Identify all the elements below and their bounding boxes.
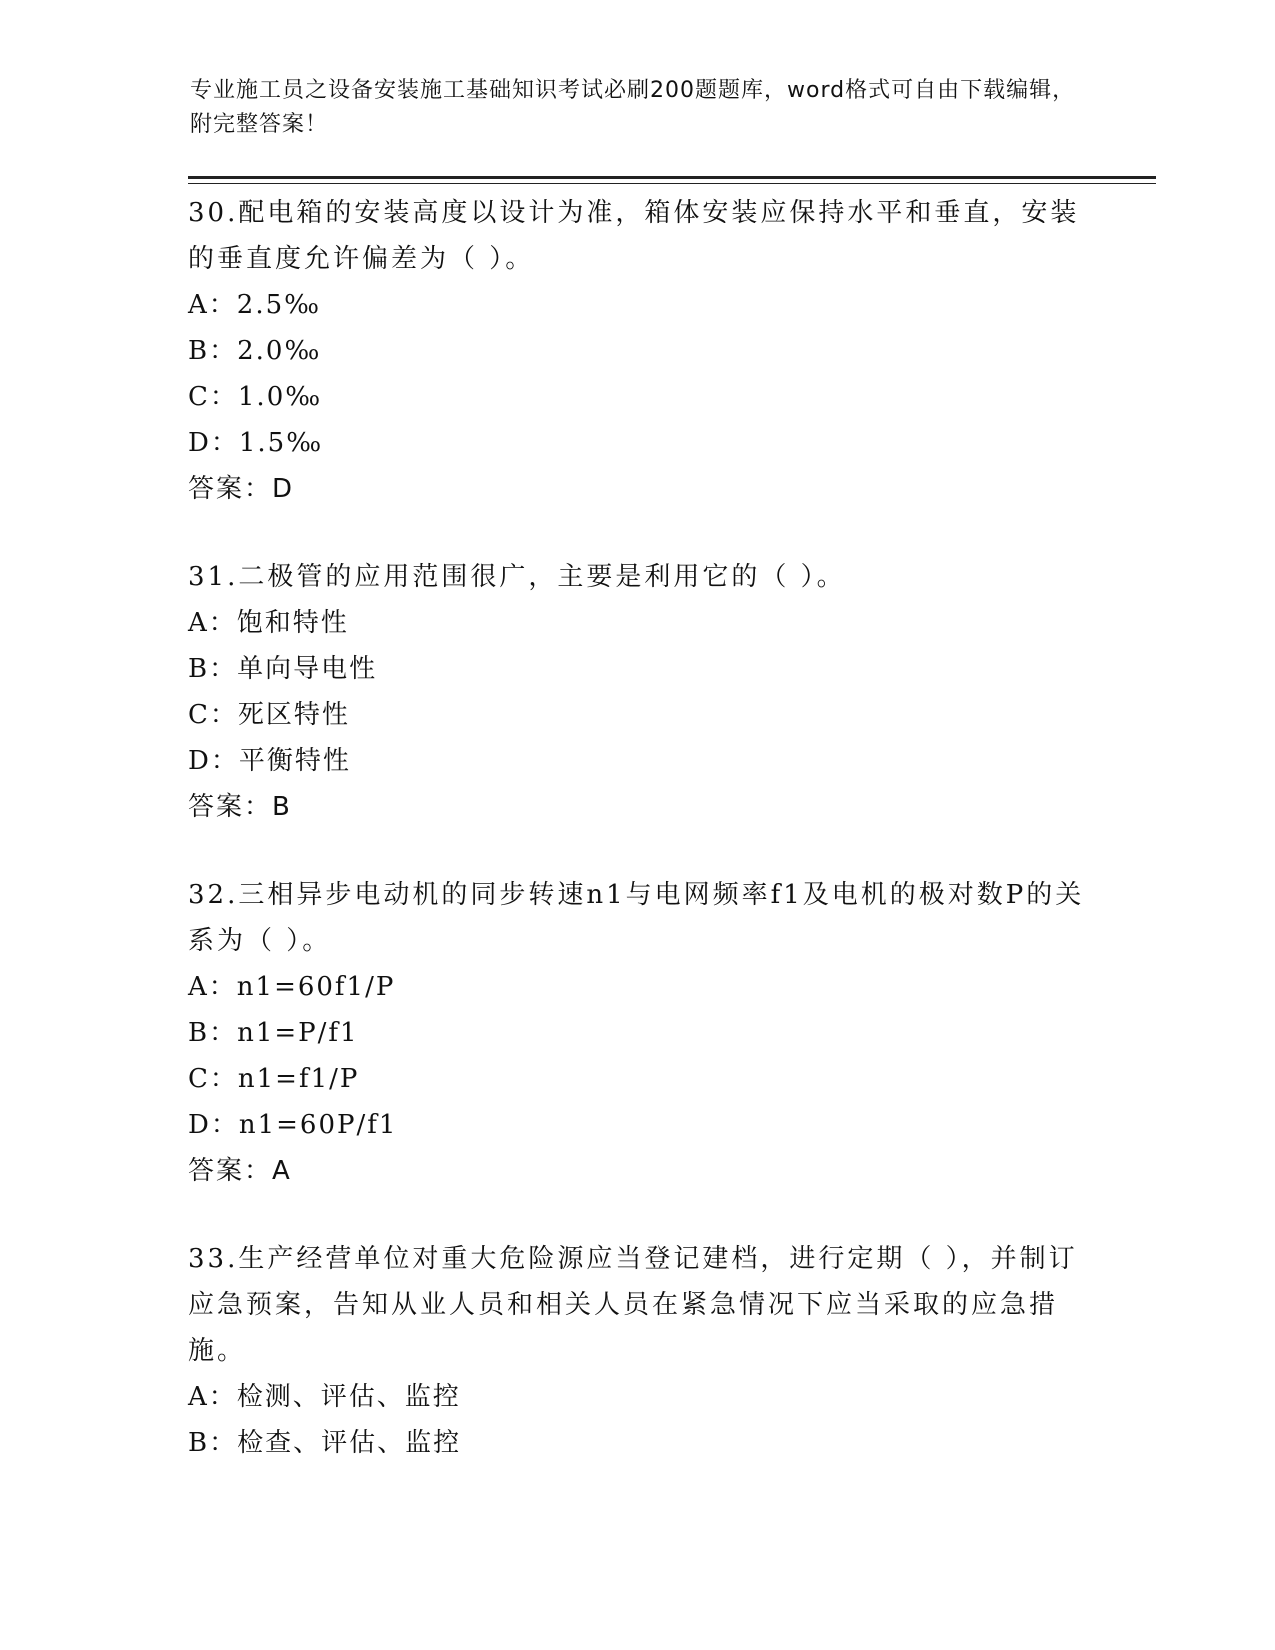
option-a: A：检测、评估、监控 — [188, 1382, 461, 1412]
option-d: D：平衡特性 — [188, 746, 351, 776]
question-stem: 32.三相异步电动机的同步转速n1与电网频率f1及电机的极对数P的关系为（ ）。 — [188, 880, 1085, 956]
question-31 — [188, 554, 1088, 830]
option-c: C：1.0‰ — [188, 382, 323, 412]
option-d: D：1.5‰ — [188, 428, 324, 458]
header-divider-thick — [188, 176, 1156, 179]
question-32 — [188, 872, 1088, 1194]
question-stem: 31.二极管的应用范围很广，主要是利用它的（ ）。 — [188, 562, 846, 592]
answer-line: 答案：B — [188, 792, 292, 822]
question-stem: 30.配电箱的安装高度以设计为准，箱体安装应保持水平和垂直，安装的垂直度允许偏差为（ ）。 — [188, 198, 1080, 274]
answer-line: 答案：A — [188, 1156, 292, 1186]
option-a: A：n1=60f1/P — [188, 972, 396, 1002]
option-c: C：死区特性 — [188, 700, 350, 730]
document-header: 专业施工员之设备安装施工基础知识考试必刷200题题库，word格式可自由下载编辑，附完整答案！ — [190, 78, 1076, 137]
answer-line: 答案：D — [188, 474, 295, 504]
option-b: B：单向导电性 — [188, 654, 378, 684]
question-30 — [188, 190, 1088, 512]
option-a: A：2.5‰ — [188, 290, 322, 320]
question-list — [188, 190, 1088, 1466]
option-c: C：n1=f1/P — [188, 1064, 360, 1094]
question-stem: 33.生产经营单位对重大危险源应当登记建档，进行定期（ ），并制订应急预案，告知从业人员和相关人员在紧急情况下应当采取的应急措施。 — [188, 1244, 1078, 1366]
option-b: B：2.0‰ — [188, 336, 322, 366]
option-d: D：n1=60P/f1 — [188, 1110, 398, 1140]
question-33 — [188, 1236, 1088, 1466]
option-b: B：检查、评估、监控 — [188, 1428, 462, 1458]
header-divider-thin — [188, 183, 1156, 184]
option-a: A：饱和特性 — [188, 608, 349, 638]
option-b: B：n1=P/f1 — [188, 1018, 359, 1048]
